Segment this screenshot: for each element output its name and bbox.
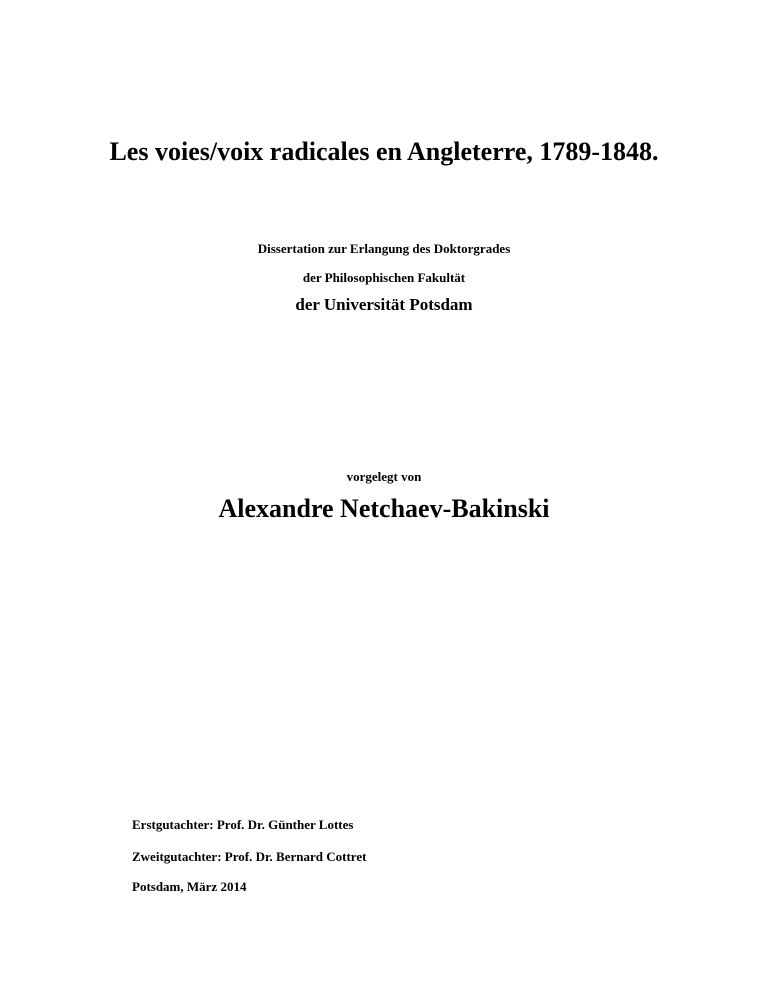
submitted-by-label: vorgelegt von xyxy=(346,469,422,484)
dissertation-title: Les voies/voix radicales en Angleterre, 1789-1848. xyxy=(109,137,659,166)
second-reviewer: Zweitgutachter: Prof. Dr. Bernard Cottret xyxy=(132,849,367,864)
university-line: der Universität Potsdam xyxy=(295,295,473,314)
faculty-line: der Philosophischen Fakultät xyxy=(302,270,466,285)
place-and-date: Potsdam, März 2014 xyxy=(132,879,247,894)
first-reviewer: Erstgutachter: Prof. Dr. Günther Lottes xyxy=(132,817,354,832)
author-name: Alexandre Netchaev-Bakinski xyxy=(218,494,550,523)
degree-statement-line-1: Dissertation zur Erlangung des Doktorgrades xyxy=(257,241,511,256)
